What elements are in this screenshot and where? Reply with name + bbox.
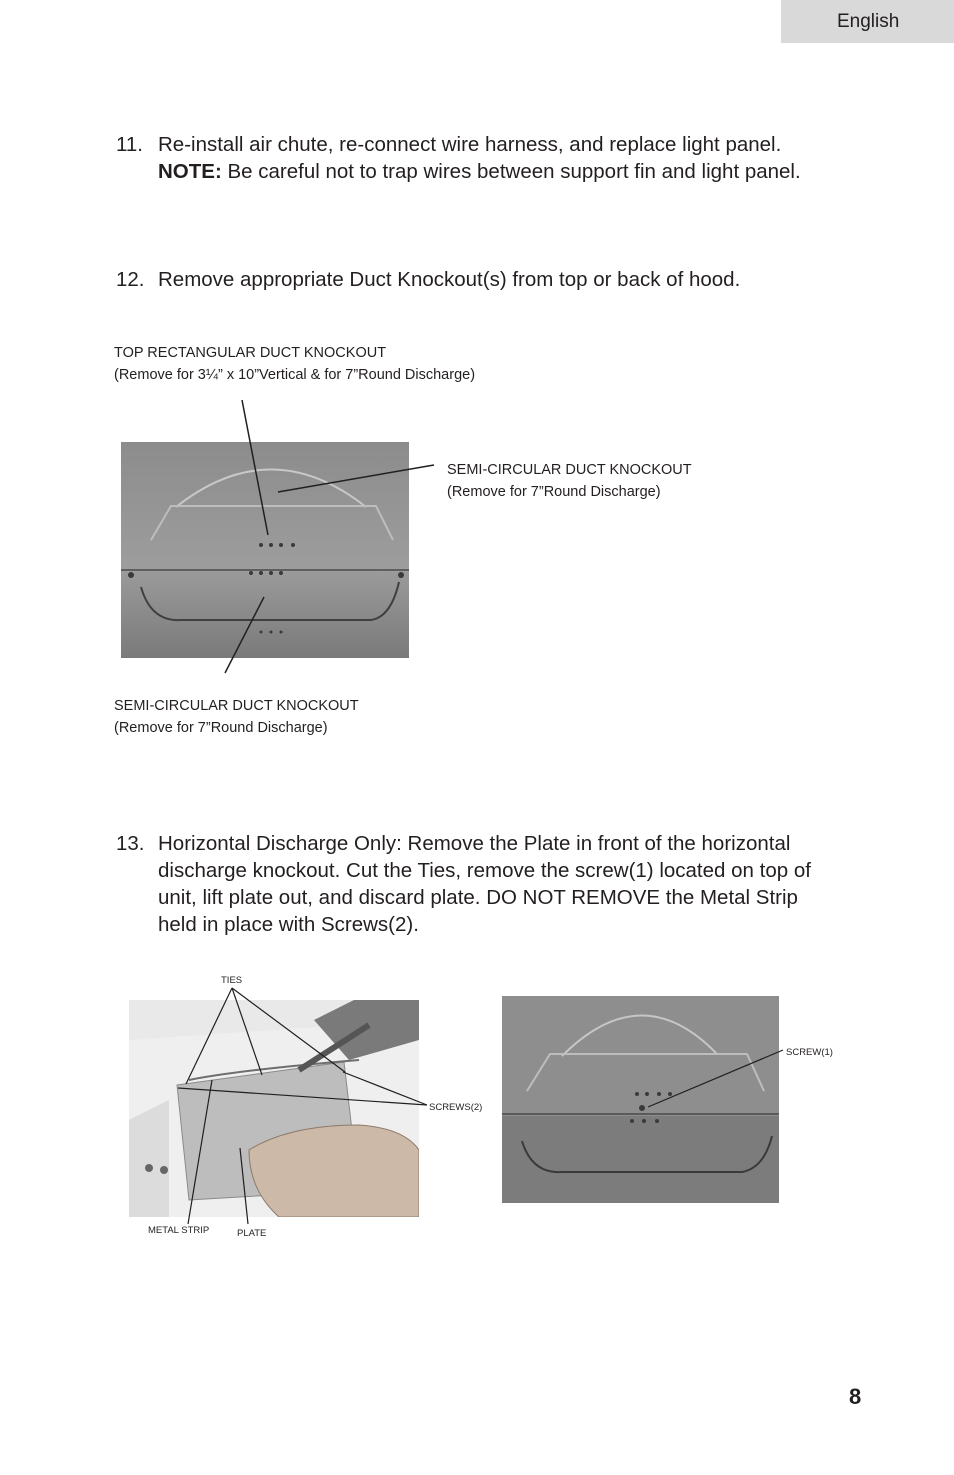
- screw1-label: SCREW(1): [786, 1047, 833, 1058]
- semi-circular-right-title: SEMI-CIRCULAR DUCT KNOCKOUT: [447, 462, 692, 478]
- semi-circular-right-note: (Remove for 7”Round Discharge): [447, 483, 661, 500]
- semi-circular-knockout-callout-right: [447, 460, 692, 503]
- step-13-line: discharge knockout. Cut the Ties, remove the screw(1) located on top of: [158, 859, 811, 882]
- top-rect-knockout-callout: [114, 343, 475, 386]
- step-11-text: Re-install air chute, re-connect wire harness, and replace light panel.: [158, 133, 782, 156]
- ties-label: TIES: [221, 975, 243, 986]
- step-11-body: [158, 131, 801, 185]
- note-text: Be careful not to trap wires between support fin and light panel.: [221, 160, 801, 183]
- top-rect-knockout-title: TOP RECTANGULAR DUCT KNOCKOUT: [114, 345, 387, 361]
- note-label: NOTE:: [158, 160, 222, 183]
- step-13-line: Horizontal Discharge Only: Remove the Plate in front of the horizontal: [158, 832, 791, 855]
- step-13: [116, 830, 876, 940]
- step-13-body: [158, 830, 811, 938]
- step-13-number: 13.: [116, 832, 145, 855]
- step-12-text: Remove appropriate Duct Knockout(s) from top or back of hood.: [158, 268, 741, 291]
- step-12-number: 12.: [116, 268, 145, 291]
- step-12: [116, 266, 876, 296]
- step-11-note: [158, 158, 801, 185]
- step-11: [116, 131, 876, 191]
- metal-strip-label: METAL STRIP: [148, 1225, 210, 1236]
- screws2-label: SCREWS(2): [429, 1102, 483, 1113]
- semi-circular-knockout-callout-bottom: [114, 696, 359, 739]
- semi-circular-bottom-note: (Remove for 7”Round Discharge): [114, 719, 328, 736]
- hood-top-photo: [121, 442, 409, 658]
- plate-label: PLATE: [237, 1228, 267, 1239]
- plate-removal-photo: [129, 1000, 419, 1217]
- top-rect-knockout-note: (Remove for 3¼” x 10”Vertical & for 7”Round Discharge): [114, 366, 476, 383]
- step-13-line: unit, lift plate out, and discard plate. DO NOT REMOVE the Metal Strip: [158, 886, 798, 909]
- semi-circular-bottom-title: SEMI-CIRCULAR DUCT KNOCKOUT: [114, 698, 359, 714]
- page-number: 8: [849, 1384, 862, 1409]
- step-11-number: 11.: [116, 133, 143, 156]
- language-tab: English: [781, 0, 954, 43]
- step-13-line: held in place with Screws(2).: [158, 913, 419, 936]
- screw-location-photo: [502, 996, 779, 1203]
